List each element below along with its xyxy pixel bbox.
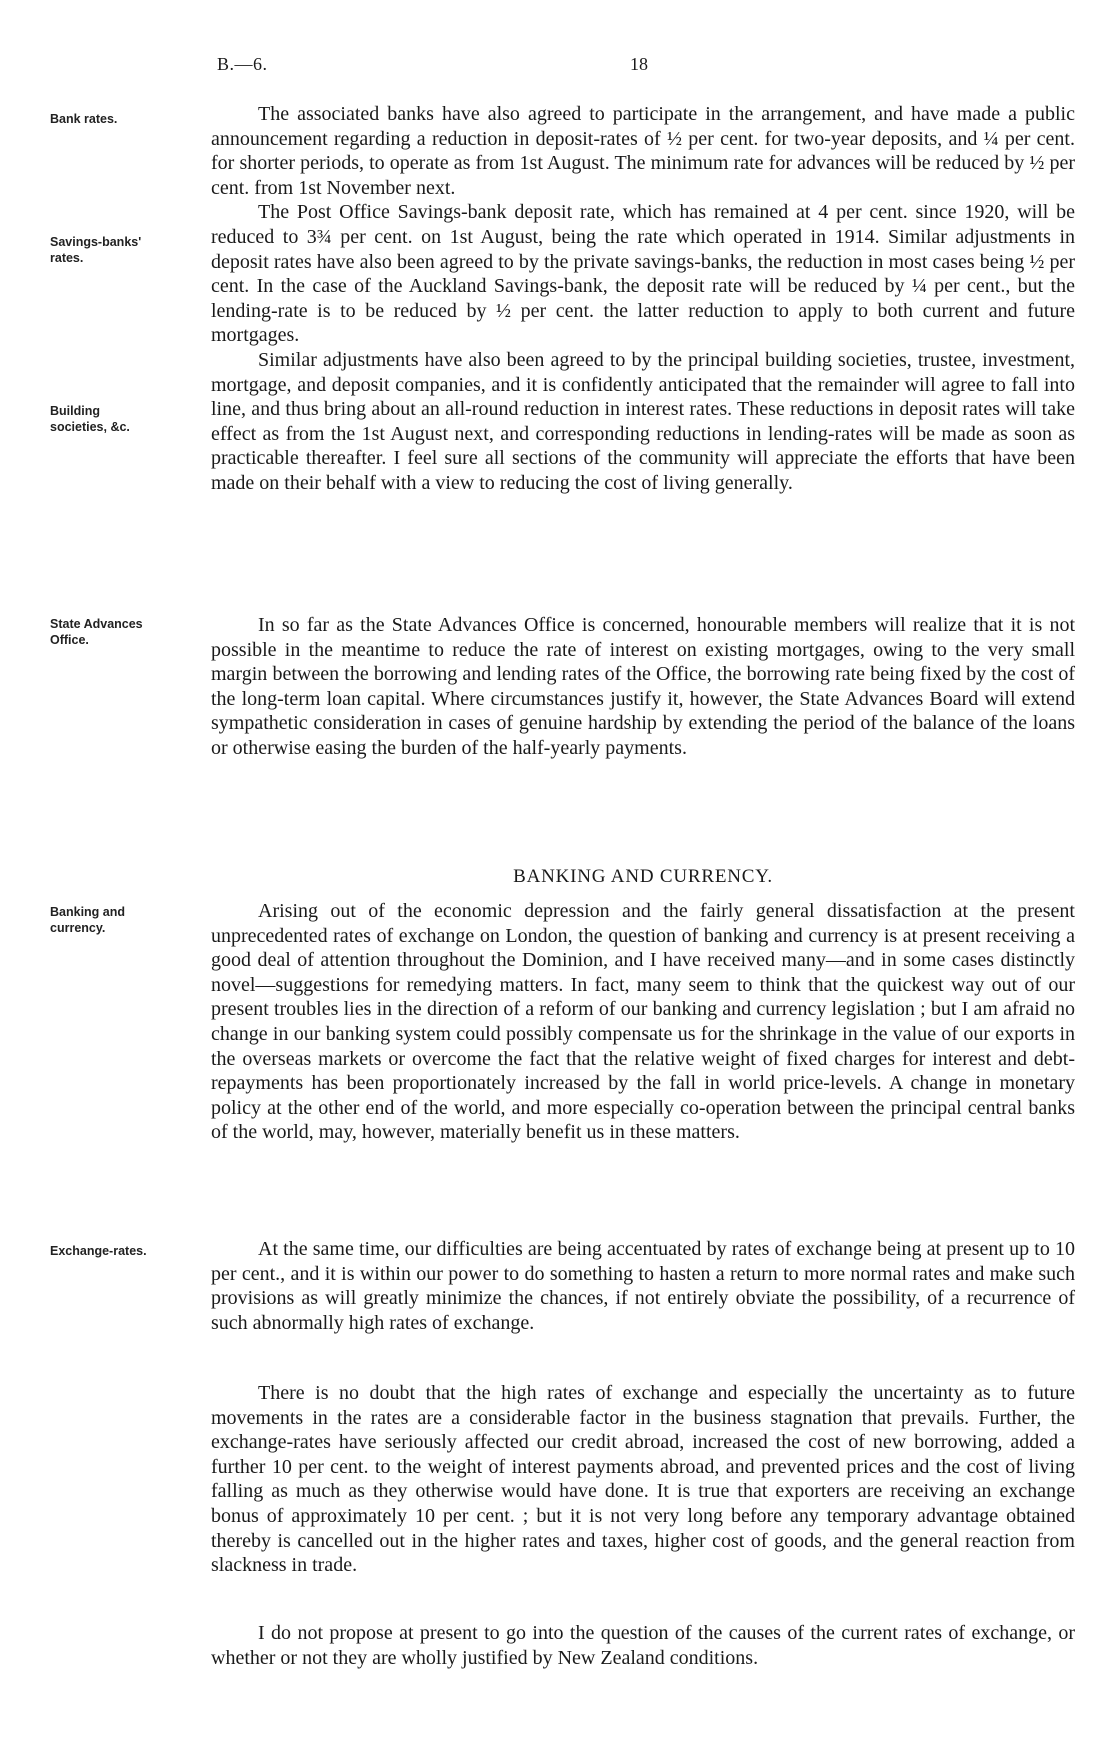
sidenote-savings-banks-rates: Savings-banks' rates.	[50, 235, 142, 265]
body-block-4	[211, 1237, 1075, 1335]
paragraph-banking-currency: Arising out of the economic depression and the fairly general dissatisfaction at the present unprecedented rates of exchange on London, the question of banking and currency is at present receiving a good deal of attention throughout the Dominion, and I have received many—and in some cases distinctly novel—suggestions for remedying matters. In fact, many seem to think that the quickest way out of our present troubles lies in the direction of a reform of our banking and currency legislation ; but I am afraid no change in our banking system could possibly compensate us for the shrinkage in the value of our exports in the overseas markets or overcome the fact that the relative weight of fixed charges for interest and debt-repayments has been proportionately increased by the fall in world price-levels. A change in monetary policy at the other end of the world, and more especially co-operation between the principal central banks of the world, may, however, materially benefit us in these matters.	[211, 900, 1075, 1144]
sidenote-bank-rates: Bank rates.	[50, 112, 118, 126]
paragraph-savings-banks: The Post Office Savings-bank deposit rate, which has remained at 4 per cent. since 1920, will be reduced to 3¾ per cent. on 1st August, being the rate which operated in 1914. Similar adjustments in deposit rates have also been agreed to by the private savings-banks, the reduction in most cases being ½ per cent. In the case of the Auckland Savings-bank, the deposit rate will be reduced by ¼ per cent., but the lending-rate is to be reduced by ½ per cent. the latter reduction to apply to both current and future mortgages.	[211, 201, 1075, 347]
body-block-1	[211, 102, 1075, 496]
page-number: 18	[630, 54, 648, 74]
sidenote-building-societies: Building societies, &c.	[50, 404, 130, 434]
section-heading-banking-currency: BANKING AND CURRENCY.	[513, 866, 773, 887]
body-block-6	[211, 1621, 1075, 1670]
paragraph-bank-rates: The associated banks have also agreed to participate in the arrangement, and have made a public announcement regarding a reduction in deposit-rates of ½ per cent. for two-year deposits, and ¼ per cent. for shorter periods, to operate as from 1st August. The minimum rate for advances will be reduced by ½ per cent. from 1st November next.	[211, 103, 1075, 199]
sidenote-exchange-rates: Exchange-rates.	[50, 1244, 147, 1258]
paragraph-causes: I do not propose at present to go into the question of the causes of the current rates of exchange, or whether or not they are wholly justified by New Zealand conditions.	[211, 1622, 1075, 1669]
paragraph-building-societies: Similar adjustments have also been agreed to by the principal building societies, trustee, investment, mortgage, and deposit companies, and it is confidently anticipated that the remainder will agree to fall into line, and thus bring about an all-round reduction in interest rates. These reductions in deposit rates will take effect as from the 1st August next, and corresponding reductions in lending-rates will be made as soon as practicable thereafter. I feel sure all sections of the community will appreciate the efforts that have been made on their behalf with a view to reducing the cost of living generally.	[211, 348, 1075, 494]
body-block-3	[211, 899, 1075, 1145]
sidenote-state-advances-office: State Advances Office.	[50, 617, 143, 647]
sidenote-banking-and-currency: Banking and currency.	[50, 905, 126, 935]
paragraph-state-advances: In so far as the State Advances Office is concerned, honourable members will realize that it is not possible in the meantime to reduce the rate of interest on existing mortgages, owing to the very small margin between the borrowing and lending rates of the Office, the borrowing rate being fixed by the cost of the long-term loan capital. Where circumstances justify it, however, the State Advances Board will extend sympathetic consideration in cases of genuine hardship by extending the period of the balance of the loans or otherwise easing the burden of the half-yearly payments.	[211, 614, 1075, 759]
paragraph-uncertainty: There is no doubt that the high rates of exchange and especially the uncertainty as to future movements in the rates are a considerable factor in the business stagnation that prevails. Further, the exchange-rates have seriously affected our credit abroad, increased the cost of new borrowing, added a further 10 per cent. to the weight of interest payments abroad, and prevented prices and the cost of living falling as much as they otherwise would have done. It is true that exporters are receiving an exchange bonus of approximately 10 per cent. ; but it is not very long before any temporary advantage obtained thereby is cancelled out in the higher rates and taxes, higher cost of goods, and the general reaction from slackness in trade.	[211, 1382, 1075, 1577]
body-block-2	[211, 613, 1075, 761]
paragraph-exchange-rates: At the same time, our difficulties are being accentuated by rates of exchange being at present up to 10 per cent., and it is within our power to do something to hasten a return to more normal rates and make such provisions as will greatly minimize the chances, if not entirely obviate the possibility, of a recurrence of such abnormally high rates of exchange.	[211, 1238, 1075, 1334]
page-reference: B.—6.	[217, 54, 268, 74]
body-block-5	[211, 1381, 1075, 1578]
